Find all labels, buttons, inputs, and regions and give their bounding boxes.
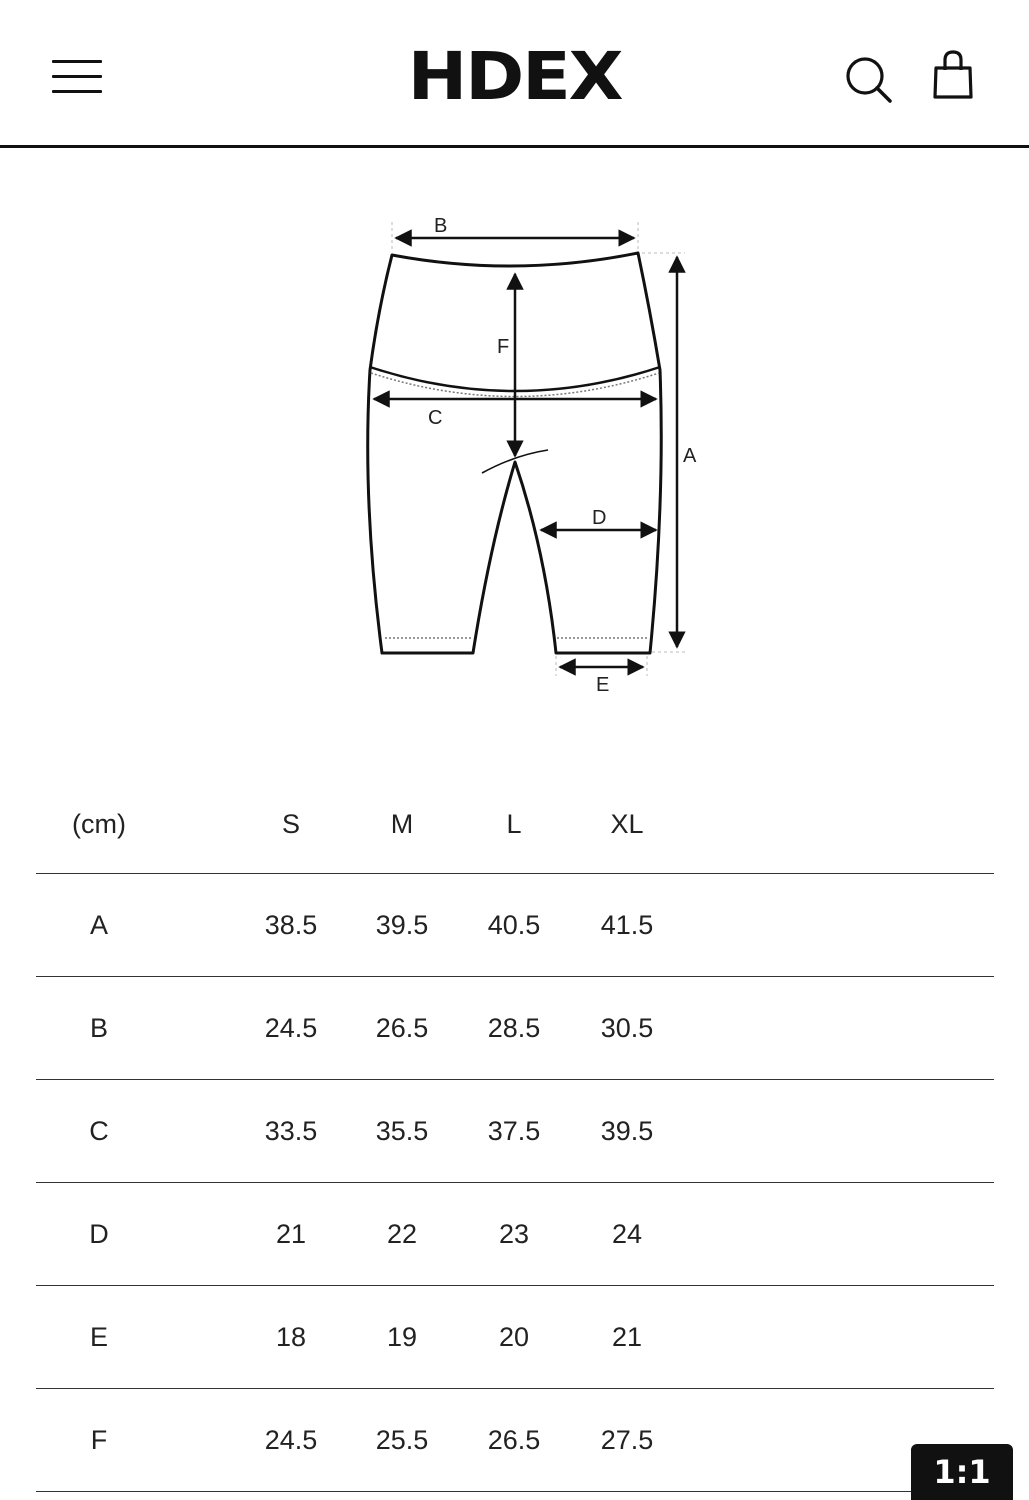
label-c: C	[428, 407, 443, 429]
size-header-xl: XL	[610, 808, 644, 839]
table-cell: 26.5	[487, 1424, 541, 1455]
table-cell: 24	[611, 1218, 643, 1249]
row-label: B	[89, 1012, 108, 1043]
table-cell: 23	[498, 1218, 530, 1249]
table-row	[36, 977, 994, 1080]
row-label: A	[89, 909, 108, 940]
table-cell: 24.5	[264, 1424, 318, 1455]
shorts-measurement-diagram	[340, 200, 720, 710]
site-header	[0, 0, 1029, 148]
label-a: A	[683, 445, 697, 467]
table-cell: 25.5	[375, 1424, 429, 1455]
table-cell: 22	[386, 1218, 418, 1249]
table-cell: 39.5	[375, 909, 429, 940]
row-label: C	[89, 1115, 109, 1146]
label-f: F	[497, 336, 510, 358]
label-e: E	[596, 674, 610, 696]
table-row	[36, 1080, 994, 1183]
label-b: B	[434, 215, 448, 237]
table-cell: 19	[386, 1321, 418, 1352]
size-header-l: L	[506, 808, 522, 839]
table-cell: 37.5	[487, 1115, 541, 1146]
table-cell: 20	[498, 1321, 530, 1352]
cart-button[interactable]	[924, 46, 982, 108]
table-cell: 24.5	[264, 1012, 318, 1043]
table-cell: 21	[611, 1321, 643, 1352]
table-row	[36, 874, 994, 977]
shorts-diagram-svg	[340, 200, 720, 710]
row-label: E	[89, 1321, 108, 1352]
unit-label: (cm)	[72, 808, 126, 839]
table-cell: 33.5	[264, 1115, 318, 1146]
size-header-m: M	[390, 808, 414, 839]
table-cell: 35.5	[375, 1115, 429, 1146]
table-cell: 30.5	[600, 1012, 654, 1043]
table-cell: 39.5	[600, 1115, 654, 1146]
search-icon	[838, 50, 896, 108]
size-chart-table	[36, 775, 994, 1492]
row-label: F	[90, 1424, 108, 1455]
row-label: D	[89, 1218, 109, 1249]
search-button[interactable]	[838, 50, 896, 108]
table-cell: 26.5	[375, 1012, 429, 1043]
size-header-s: S	[281, 808, 300, 839]
table-cell: 40.5	[487, 909, 541, 940]
label-d: D	[592, 507, 607, 529]
table-cell: 18	[275, 1321, 307, 1352]
table-cell: 21	[275, 1218, 307, 1249]
table-cell: 28.5	[487, 1012, 541, 1043]
table-cell: 27.5	[600, 1424, 654, 1455]
table-row	[36, 1389, 994, 1492]
table-cell: 41.5	[600, 909, 654, 940]
brand-logo[interactable]: HDEX	[407, 38, 622, 115]
size-chart-header-row	[36, 775, 994, 874]
table-row	[36, 1286, 994, 1389]
table-row	[36, 1183, 994, 1286]
shopping-bag-icon	[924, 46, 982, 108]
table-cell: 38.5	[264, 909, 318, 940]
zoom-reset-button[interactable]: 1:1	[911, 1444, 1013, 1500]
